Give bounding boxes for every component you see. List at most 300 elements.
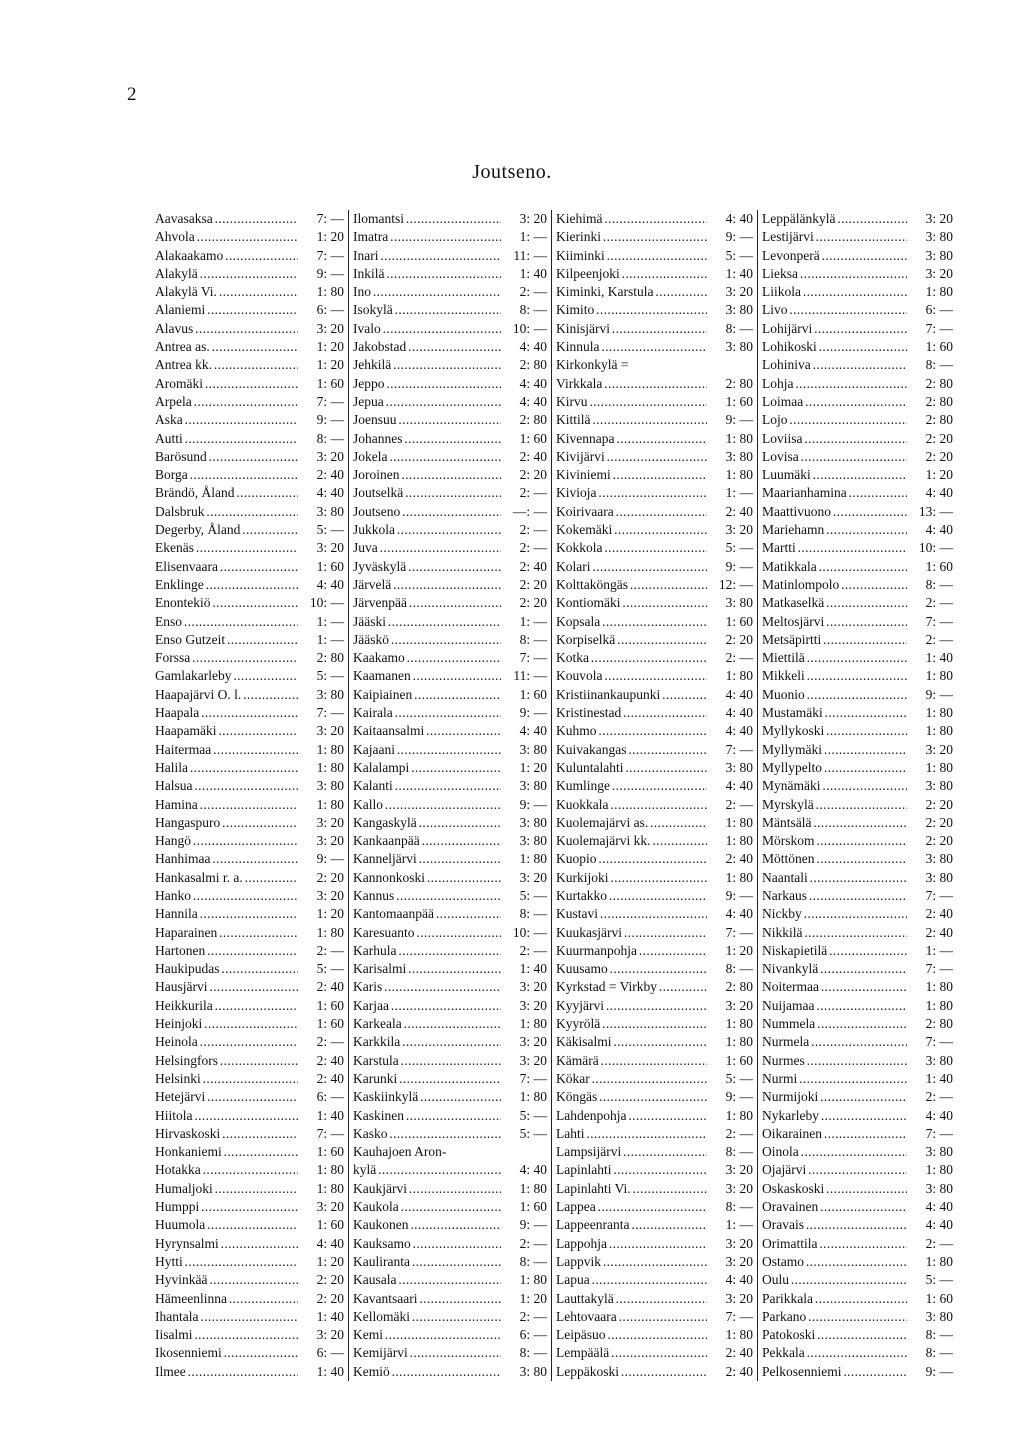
rate-value: 9: — — [907, 1363, 957, 1381]
table-row — [353, 924, 551, 942]
rate-value: 2: — — [907, 594, 957, 612]
table-row — [155, 1143, 348, 1161]
table-row — [353, 631, 551, 649]
rate-value: 4: 40 — [907, 484, 957, 502]
rate-value: 5: — — [298, 521, 348, 539]
place-name: Kaitaansalmi . . . — [353, 722, 501, 740]
table-row — [353, 393, 551, 411]
place-name: Kauliranta . . . — [353, 1253, 501, 1271]
rate-value: 2: — — [501, 521, 551, 539]
place-name: Kuurmanpohja . . . — [556, 942, 707, 960]
place-name: Kuolemajärvi kk. . . . — [556, 832, 707, 850]
rate-value: 1: 60 — [907, 558, 957, 576]
place-name: Nurmi . . . — [762, 1070, 907, 1088]
place-name: Haapala . . . — [155, 704, 298, 722]
rate-value: 5: — — [707, 247, 757, 265]
place-name: Oskaskoski . . . — [762, 1180, 907, 1198]
place-name: Ilomantsi . . . — [353, 210, 501, 228]
table-row — [556, 1161, 757, 1179]
place-name: Pekkala . . . — [762, 1344, 907, 1362]
table-row — [155, 1070, 348, 1088]
rate-value: 8: — — [501, 1344, 551, 1362]
rate-value: 3: 80 — [907, 228, 957, 246]
table-row — [762, 1198, 957, 1216]
table-row — [155, 1198, 348, 1216]
table-row — [353, 375, 551, 393]
table-row — [353, 1125, 551, 1143]
rate-value: 2: — — [501, 539, 551, 557]
rate-value: 7: — — [907, 960, 957, 978]
rate-value: 7: — — [907, 1033, 957, 1051]
rate-value: 1: 80 — [707, 430, 757, 448]
place-name: Kauksamo . . . — [353, 1235, 501, 1253]
table-row — [762, 777, 957, 795]
table-row — [155, 924, 348, 942]
table-row — [556, 850, 757, 868]
rate-value: 11: — — [501, 247, 551, 265]
place-name: Kyyrölä . . . — [556, 1015, 707, 1033]
rate-value: 1: 60 — [298, 997, 348, 1015]
rate-value: 2: 80 — [907, 393, 957, 411]
rate-value: 1: 80 — [298, 924, 348, 942]
rate-value: 1: 60 — [298, 1015, 348, 1033]
rate-value: 2: 20 — [907, 832, 957, 850]
table-row — [155, 1125, 348, 1143]
place-name: Myllypelto . . . — [762, 759, 907, 777]
table-column-1 — [155, 210, 348, 1381]
table-row — [762, 741, 957, 759]
rate-value: 8: — — [501, 1253, 551, 1271]
table-row — [155, 887, 348, 905]
table-row — [556, 777, 757, 795]
place-name: Lappohja . . . — [556, 1235, 707, 1253]
table-row — [155, 1107, 348, 1125]
rate-value: 2: 40 — [501, 448, 551, 466]
rate-value: 3: 80 — [907, 850, 957, 868]
place-name: Iisalmi . . . — [155, 1326, 298, 1344]
table-row — [762, 997, 957, 1015]
place-name: Kopsala . . . — [556, 613, 707, 631]
place-name: Parikkala . . . — [762, 1290, 907, 1308]
place-name: Joutseno . . . — [353, 503, 501, 521]
table-row — [556, 375, 757, 393]
rate-value: 2: 20 — [907, 448, 957, 466]
table-column-2 — [348, 210, 551, 1381]
table-row — [353, 265, 551, 283]
rate-value: 4: 40 — [907, 1107, 957, 1125]
place-name: Karunki . . . — [353, 1070, 501, 1088]
rate-value: 2: — — [907, 1088, 957, 1106]
place-name: Muonio . . . — [762, 686, 907, 704]
place-name: Hetejärvi . . . — [155, 1088, 298, 1106]
place-name: Nivankylä . . . — [762, 960, 907, 978]
rate-value: 1: 60 — [501, 1198, 551, 1216]
rate-value: 1: 60 — [907, 338, 957, 356]
rate-value: 2: 20 — [907, 814, 957, 832]
place-name: Juva . . . — [353, 539, 501, 557]
place-name: Kaskinen . . . — [353, 1107, 501, 1125]
table-row — [556, 905, 757, 923]
table-row — [155, 997, 348, 1015]
place-name: Imatra . . . — [353, 228, 501, 246]
table-row — [155, 1308, 348, 1326]
rate-value: 4: 40 — [907, 1198, 957, 1216]
table-row — [155, 667, 348, 685]
table-row — [155, 1033, 348, 1051]
table-row — [762, 796, 957, 814]
table-row — [155, 558, 348, 576]
rate-value: 1: 80 — [907, 1161, 957, 1179]
table-row — [353, 1088, 551, 1106]
place-name: Elisenvaara . . . — [155, 558, 298, 576]
table-row — [155, 393, 348, 411]
table-row — [155, 283, 348, 301]
rate-value: 1: 60 — [298, 558, 348, 576]
place-name: Nummela . . . — [762, 1015, 907, 1033]
place-name: Ikosenniemi . . . — [155, 1344, 298, 1362]
place-name: Liikola . . . — [762, 283, 907, 301]
table-row — [556, 1088, 757, 1106]
place-name: Ilmee . . . — [155, 1363, 298, 1381]
place-name: Honkaniemi . . . — [155, 1143, 298, 1161]
place-name: Lampsijärvi . . . — [556, 1143, 707, 1161]
place-name: Nurmijoki . . . — [762, 1088, 907, 1106]
place-name: Lapinlahti Vi. . . . — [556, 1180, 707, 1198]
table-row — [762, 210, 957, 228]
table-row — [353, 814, 551, 832]
place-name: Ivalo . . . — [353, 320, 501, 338]
place-name: Jeppo . . . — [353, 375, 501, 393]
place-name: Leipäsuo . . . — [556, 1326, 707, 1344]
table-row — [353, 777, 551, 795]
rate-value: 3: 80 — [707, 594, 757, 612]
rate-value: 3: 80 — [501, 814, 551, 832]
table-row — [762, 411, 957, 429]
table-row — [155, 1326, 348, 1344]
table-row — [155, 338, 348, 356]
place-name: Nickby . . . — [762, 905, 907, 923]
rate-value: 2: 80 — [501, 411, 551, 429]
rate-value: 1: 80 — [907, 1253, 957, 1271]
place-name: Hannila . . . — [155, 905, 298, 923]
table-row — [155, 905, 348, 923]
place-name: Heinjoki . . . — [155, 1015, 298, 1033]
table-row — [353, 997, 551, 1015]
place-name: Ihantala . . . — [155, 1308, 298, 1326]
rate-value: 3: 20 — [298, 320, 348, 338]
table-row — [762, 430, 957, 448]
table-row — [353, 869, 551, 887]
rate-value: 1: 60 — [501, 430, 551, 448]
rate-value: 1: 80 — [298, 796, 348, 814]
table-row — [353, 942, 551, 960]
place-name: Kannus . . . — [353, 887, 501, 905]
table-row — [353, 1253, 551, 1271]
place-name: Haapajärvi O. l. . . . — [155, 686, 298, 704]
table-row — [762, 1216, 957, 1234]
place-name: Isokylä . . . — [353, 301, 501, 319]
rate-value: 1: 80 — [501, 1271, 551, 1289]
rate-value: 3: 80 — [707, 338, 757, 356]
rate-value: 1: 80 — [501, 1015, 551, 1033]
place-name: Lapinlahti . . . — [556, 1161, 707, 1179]
rate-value: 1: 80 — [707, 1107, 757, 1125]
place-name: Huumola . . . — [155, 1216, 298, 1234]
place-name: Mäntsälä . . . — [762, 814, 907, 832]
table-row — [556, 1052, 757, 1070]
rate-value: 2: 20 — [501, 576, 551, 594]
rate-value: 1: 40 — [298, 1107, 348, 1125]
rate-value: 4: 40 — [298, 1235, 348, 1253]
rate-value: 1: 40 — [707, 265, 757, 283]
table-row — [556, 1253, 757, 1271]
place-name: Enso . . . — [155, 613, 298, 631]
place-name: Kuluntalahti . . . — [556, 759, 707, 777]
rate-value: 3: 80 — [907, 1052, 957, 1070]
place-name: Ekenäs . . . — [155, 539, 298, 557]
table-row — [353, 320, 551, 338]
rate-value: 3: 20 — [501, 997, 551, 1015]
rate-value: 3: 20 — [707, 1180, 757, 1198]
place-name: Kantomaanpää . . . — [353, 905, 501, 923]
place-name: Brändö, Åland . . . — [155, 484, 298, 502]
table-row — [353, 1235, 551, 1253]
table-row — [155, 301, 348, 319]
rate-value: 3: 80 — [907, 1143, 957, 1161]
table-row — [353, 594, 551, 612]
place-name: Kuopio . . . — [556, 850, 707, 868]
table-row — [762, 356, 957, 374]
place-name: Kivijärvi . . . — [556, 448, 707, 466]
place-name: Enso Gutzeit . . . — [155, 631, 298, 649]
rate-value: 7: — — [707, 924, 757, 942]
rate-value: 2: 80 — [707, 978, 757, 996]
table-row — [556, 1216, 757, 1234]
table-row — [155, 265, 348, 283]
table-row — [155, 247, 348, 265]
place-name: Oulu . . . — [762, 1271, 907, 1289]
rate-value: 4: 40 — [707, 210, 757, 228]
rate-value: 2: 40 — [298, 1052, 348, 1070]
rate-value: 1: — — [707, 484, 757, 502]
table-row — [762, 722, 957, 740]
place-name: Alaniemi . . . — [155, 301, 298, 319]
place-name: Miettilä . . . — [762, 649, 907, 667]
place-name: Kouvola . . . — [556, 667, 707, 685]
rate-value: 11: — — [501, 667, 551, 685]
table-row — [155, 521, 348, 539]
place-name: Borga . . . — [155, 466, 298, 484]
place-name: Kuokkala . . . — [556, 796, 707, 814]
table-row — [556, 576, 757, 594]
place-name: Hangaspuro . . . — [155, 814, 298, 832]
place-name: Kankaanpää . . . — [353, 832, 501, 850]
place-name: Heinola . . . — [155, 1033, 298, 1051]
table-row — [556, 448, 757, 466]
rate-value: 8: — — [707, 1198, 757, 1216]
rate-value: 4: 40 — [707, 905, 757, 923]
table-row — [155, 448, 348, 466]
table-row — [762, 814, 957, 832]
table-row — [353, 1290, 551, 1308]
table-row — [556, 649, 757, 667]
table-row — [353, 978, 551, 996]
place-name: Haukipudas . . . — [155, 960, 298, 978]
table-row — [155, 466, 348, 484]
place-name: Orimattila . . . — [762, 1235, 907, 1253]
rate-value: 12: — — [707, 576, 757, 594]
place-name: Halila . . . — [155, 759, 298, 777]
rate-value: 3: 20 — [298, 1198, 348, 1216]
place-name: Lohikoski . . . — [762, 338, 907, 356]
rate-value: 1: 60 — [501, 686, 551, 704]
rate-value: 3: 20 — [907, 210, 957, 228]
place-name: Kangaskylä . . . — [353, 814, 501, 832]
place-name: Kemijärvi . . . — [353, 1344, 501, 1362]
rate-value: 3: 20 — [501, 210, 551, 228]
table-row — [155, 576, 348, 594]
table-row — [762, 228, 957, 246]
table-row — [155, 1161, 348, 1179]
table-row — [762, 1015, 957, 1033]
rate-value: 3: 20 — [501, 1033, 551, 1051]
table-row — [762, 1180, 957, 1198]
place-name: Ino . . . — [353, 283, 501, 301]
place-name: Hamina . . . — [155, 796, 298, 814]
rate-value: 3: 80 — [501, 1363, 551, 1381]
table-row — [155, 320, 348, 338]
table-row — [556, 411, 757, 429]
place-name: Oikarainen . . . — [762, 1125, 907, 1143]
place-name: Kyyjärvi . . . — [556, 997, 707, 1015]
place-name: Järvelä . . . — [353, 576, 501, 594]
rate-value: 1: — — [298, 631, 348, 649]
place-name: Koirivaara . . . — [556, 503, 707, 521]
place-name: Gamlakarleby . . . — [155, 667, 298, 685]
page-title: Joutseno. — [472, 161, 552, 183]
place-name: Inari . . . — [353, 247, 501, 265]
table-row — [556, 228, 757, 246]
place-name: Heikkurila . . . — [155, 997, 298, 1015]
place-name: kylä . . . — [353, 1161, 501, 1179]
place-name: Matkaselkä . . . — [762, 594, 907, 612]
place-name: Kuusamo . . . — [556, 960, 707, 978]
table-row — [155, 814, 348, 832]
table-row — [155, 375, 348, 393]
table-row — [556, 430, 757, 448]
rate-value: 2: 80 — [707, 375, 757, 393]
table-row — [155, 796, 348, 814]
rate-value: 1: 80 — [907, 667, 957, 685]
table-row — [762, 978, 957, 996]
table-row — [353, 247, 551, 265]
table-row — [353, 1107, 551, 1125]
table-row — [353, 649, 551, 667]
rate-value: 7: — — [298, 1125, 348, 1143]
rate-value: 5: — — [501, 1125, 551, 1143]
rate-value: 1: — — [707, 1216, 757, 1234]
table-row — [353, 1271, 551, 1289]
place-name: Kolttaköngäs . . . — [556, 576, 707, 594]
place-name: Lovisa . . . — [762, 448, 907, 466]
table-row — [762, 667, 957, 685]
rate-value: 4: 40 — [501, 722, 551, 740]
table-row — [155, 960, 348, 978]
rate-value: 4: 40 — [907, 521, 957, 539]
table-row — [556, 594, 757, 612]
table-row — [155, 210, 348, 228]
table-row — [353, 832, 551, 850]
rate-value: 2: 40 — [907, 924, 957, 942]
rate-value: 3: 80 — [907, 247, 957, 265]
rate-value: 1: 60 — [707, 1052, 757, 1070]
rate-value: 2: 20 — [298, 1290, 348, 1308]
table-row — [556, 320, 757, 338]
place-name: Kaukola . . . — [353, 1198, 501, 1216]
table-row — [353, 484, 551, 502]
table-row — [556, 247, 757, 265]
rate-value: 1: 20 — [907, 466, 957, 484]
table-row — [155, 722, 348, 740]
rate-value: 8: — — [907, 356, 957, 374]
rate-value: 2: 40 — [707, 850, 757, 868]
rate-value: 1: 80 — [298, 283, 348, 301]
place-name: Jakobstad . . . — [353, 338, 501, 356]
table-row — [762, 576, 957, 594]
place-name: Kallo . . . — [353, 796, 501, 814]
table-row — [353, 1326, 551, 1344]
rate-value: 1: 20 — [298, 338, 348, 356]
rate-value: 3: 20 — [707, 1290, 757, 1308]
rate-value: 1: 80 — [298, 741, 348, 759]
rate-value: 3: 20 — [707, 521, 757, 539]
table-row — [762, 320, 957, 338]
rate-value: 5: — — [907, 1271, 957, 1289]
rate-value: 6: — — [298, 1088, 348, 1106]
table-row — [762, 539, 957, 557]
rate-value: 1: 80 — [298, 1180, 348, 1198]
place-name: Kristiinankaupunki . . . — [556, 686, 707, 704]
rate-value: 1: 60 — [907, 1290, 957, 1308]
rate-value: 4: 40 — [298, 576, 348, 594]
rate-value: 4: 40 — [501, 375, 551, 393]
place-name: Kaamanen . . . — [353, 667, 501, 685]
rate-value: 3: 80 — [501, 832, 551, 850]
rate-value: 4: 40 — [707, 686, 757, 704]
rate-value: 2: 40 — [298, 466, 348, 484]
place-name: Forssa . . . — [155, 649, 298, 667]
table-row — [556, 686, 757, 704]
rate-value: 3: 20 — [298, 887, 348, 905]
place-name: Hyrynsalmi . . . — [155, 1235, 298, 1253]
rate-value: 1: 40 — [298, 1363, 348, 1381]
rate-value: 2: 80 — [907, 411, 957, 429]
table-row — [353, 905, 551, 923]
place-name: Metsäpirtti . . . — [762, 631, 907, 649]
table-row — [762, 375, 957, 393]
place-name: Kuivakangas . . . — [556, 741, 707, 759]
place-name: Karstula . . . — [353, 1052, 501, 1070]
rate-value: 9: — — [707, 411, 757, 429]
table-row — [762, 1070, 957, 1088]
rate-value: 4: 40 — [707, 704, 757, 722]
table-row — [353, 1308, 551, 1326]
rate-value: 3: 20 — [298, 832, 348, 850]
place-name: Kurkijoki . . . — [556, 869, 707, 887]
rate-value: 9: — — [298, 265, 348, 283]
table-row — [556, 1107, 757, 1125]
rate-value: 8: — — [501, 301, 551, 319]
